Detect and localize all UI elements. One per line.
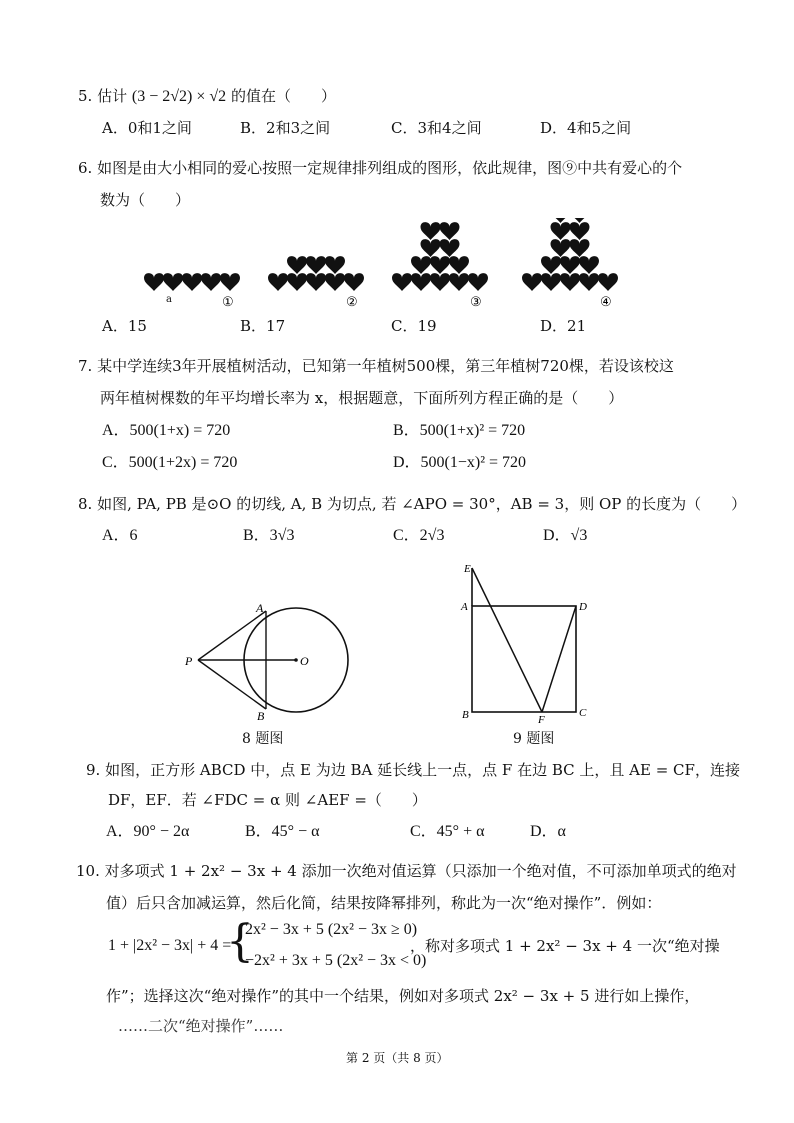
- q10-stem-line2: 值）后只含加减运算，然后化简，结果按降幂排列，称此为一次“绝对操作”．例如：: [106, 894, 662, 912]
- heart-shape: [421, 222, 441, 240]
- figure-label-1: ①: [222, 294, 234, 309]
- q8-number: 8.: [78, 495, 93, 513]
- q7-option-a: A．500(1+x) = 720: [102, 422, 231, 439]
- heart-shape: [144, 273, 164, 291]
- heart-shape: [430, 273, 450, 291]
- heart-shape: [421, 239, 441, 257]
- q6-option-c: C．19: [391, 317, 437, 335]
- q9-text-1: 如图，正方形 ABCD 中，点 E 为边 BA 延长线上一点，点 F 在边 BC 上，且 AE = CF，连接: [105, 761, 740, 779]
- q7-stem-line2: 两年植树棵数的年平均增长率为 x，根据题意，下面所列方程正确的是（ ）: [100, 389, 624, 407]
- q7-option-d: D．500(1−x)² = 720: [393, 454, 527, 471]
- heart-shape: [182, 273, 202, 291]
- q9-option-c: C．45° + α: [410, 823, 485, 840]
- q9-option-b: B．45° − α: [245, 823, 320, 840]
- heart-shape: [522, 273, 542, 291]
- point-B-label: B: [257, 709, 265, 723]
- heart-shape: [560, 256, 580, 274]
- figure-label-3: ③: [470, 294, 482, 309]
- heart-shape: [287, 273, 307, 291]
- heart-shape: [306, 256, 326, 274]
- q7-option-b: B．500(1+x)² = 720: [393, 422, 526, 439]
- q5-option-a: A．0和1之间: [102, 119, 192, 137]
- q9-stem-line1: [86, 760, 740, 780]
- q5-stem: [78, 86, 336, 107]
- q7-number: 7.: [78, 357, 93, 375]
- q10-number: 10.: [76, 862, 100, 880]
- q10-case-2: −2x² + 3x + 5 (2x² − 3x < 0): [245, 952, 427, 969]
- heart-shape: [344, 273, 364, 291]
- heart-shape: [551, 239, 571, 257]
- heart-shape: [268, 273, 288, 291]
- heart-shape: [560, 273, 580, 291]
- q10-stem-line1: [76, 861, 737, 881]
- q9-option-a: A．90° − 2α: [106, 823, 190, 840]
- heart-shape: [449, 273, 469, 291]
- q6-number: 6.: [78, 159, 93, 177]
- q10-case-1: 2x² − 3x + 5 (2x² − 3x ≥ 0): [245, 921, 418, 938]
- q8-option-c: C．2√3: [393, 527, 445, 544]
- q9-number: 9.: [86, 761, 101, 779]
- q8-option-a: A．6: [102, 527, 138, 544]
- heart-shape: [411, 273, 431, 291]
- q9-stem-line2: DF，EF．若 ∠FDC = α 则 ∠AEF =（ ）: [108, 791, 427, 809]
- point-A-label: A: [256, 601, 264, 615]
- q7-text-1: 某中学连续3年开展植树活动，已知第一年植树500棵，第三年植树720棵，若设该校这: [97, 357, 674, 375]
- q9-figure-caption: 9 题图: [513, 731, 555, 747]
- point-E-label: E: [464, 563, 471, 575]
- heart-shape: [579, 256, 599, 274]
- q10-stem-line4: 作”；选择这次“绝对操作”的其中一个结果，例如对多项式 2x² − 3x + 5 进行如上操作，: [106, 987, 700, 1005]
- q10-example-lhs: 1 + |2x² − 3x| + 4 =: [108, 937, 232, 954]
- q6-option-b: B．17: [240, 317, 286, 335]
- heart-shape: [541, 273, 561, 291]
- point-A-label: A: [461, 601, 468, 613]
- point-D-label: D: [579, 601, 587, 613]
- q6-text-1: 如图是由大小相同的爱心按照一定规律排列组成的图形，依此规律，图⑨中共有爱心的个: [97, 159, 683, 177]
- q10-cases-brace: {: [226, 916, 254, 967]
- q8-figure-circle-tangents: [170, 596, 360, 726]
- heart-shape: [449, 256, 469, 274]
- heart-shape: [440, 222, 460, 240]
- point-B-label: B: [462, 709, 469, 721]
- point-F-label: F: [538, 714, 545, 726]
- q5-option-c: C．3和4之间: [391, 119, 482, 137]
- heart-shape: [440, 239, 460, 257]
- heart-shape: [598, 273, 618, 291]
- q8-text: 如图, PA, PB 是⊙O 的切线, A, B 为切点, 若 ∠APO = 30°，AB = 3，则 OP 的长度为（ ）: [97, 495, 747, 513]
- q10-stem-line3-tail: ，称对多项式 1 + 2x² − 3x + 4 一次“绝对操: [410, 937, 720, 955]
- q6-small-mark: a: [166, 294, 172, 305]
- q5-expression: (3 − 2√2) × √2: [131, 88, 227, 105]
- heart-shape: [411, 256, 431, 274]
- heart-shape: [570, 239, 590, 257]
- q8-stem: [78, 494, 746, 514]
- figure-label-4: ④: [600, 294, 612, 309]
- heart-shape: [325, 256, 345, 274]
- q6-stem-line1: [78, 158, 682, 178]
- q8-option-d: D．√3: [543, 527, 588, 544]
- q9-option-d: D．α: [530, 823, 566, 840]
- heart-shape: [579, 273, 599, 291]
- point-P-label: P: [185, 654, 193, 668]
- point-O-label: O: [300, 654, 309, 668]
- q8-figure-caption: 8 题图: [242, 731, 284, 747]
- q6-stem-line2: 数为（ ）: [100, 191, 191, 209]
- q7-option-c: C．500(1+2x) = 720: [102, 454, 238, 471]
- heart-shape: [287, 256, 307, 274]
- figure-label-2: ②: [346, 294, 358, 309]
- q6-option-d: D．21: [540, 317, 587, 335]
- heart-shape: [201, 273, 221, 291]
- point-C-label: C: [579, 707, 587, 719]
- q9-figure-square: [458, 560, 598, 726]
- q5-pre: 估计: [97, 87, 128, 105]
- page-footer: 第 2 页（共 8 页）: [346, 1051, 449, 1065]
- heart-shape: [551, 222, 571, 240]
- heart-shape: [306, 273, 326, 291]
- q5-number: 5.: [78, 87, 93, 105]
- heart-shape: [468, 273, 488, 291]
- heart-shape: [570, 218, 590, 223]
- q6-heart-figures: [140, 218, 630, 314]
- heart-shape: [541, 256, 561, 274]
- q6-option-a: A．15: [102, 317, 147, 335]
- q8-option-b: B．3√3: [243, 527, 295, 544]
- heart-shape: [551, 218, 571, 223]
- heart-shape: [392, 273, 412, 291]
- q5-option-d: D．4和5之间: [540, 119, 632, 137]
- heart-shape: [570, 222, 590, 240]
- heart-shape: [163, 273, 183, 291]
- q10-stem-line5: ……二次“绝对操作”……: [118, 1017, 284, 1035]
- heart-shape: [220, 273, 240, 291]
- q10-text-1: 对多项式 1 + 2x² − 3x + 4 添加一次绝对值运算（只添加一个绝对值，不可添加单项式的绝对: [104, 862, 737, 880]
- q5-option-b: B．2和3之间: [240, 119, 331, 137]
- heart-shape: [430, 256, 450, 274]
- q7-stem-line1: [78, 356, 674, 376]
- q5-post: 的值在（ ）: [230, 87, 336, 105]
- heart-shape: [325, 273, 345, 291]
